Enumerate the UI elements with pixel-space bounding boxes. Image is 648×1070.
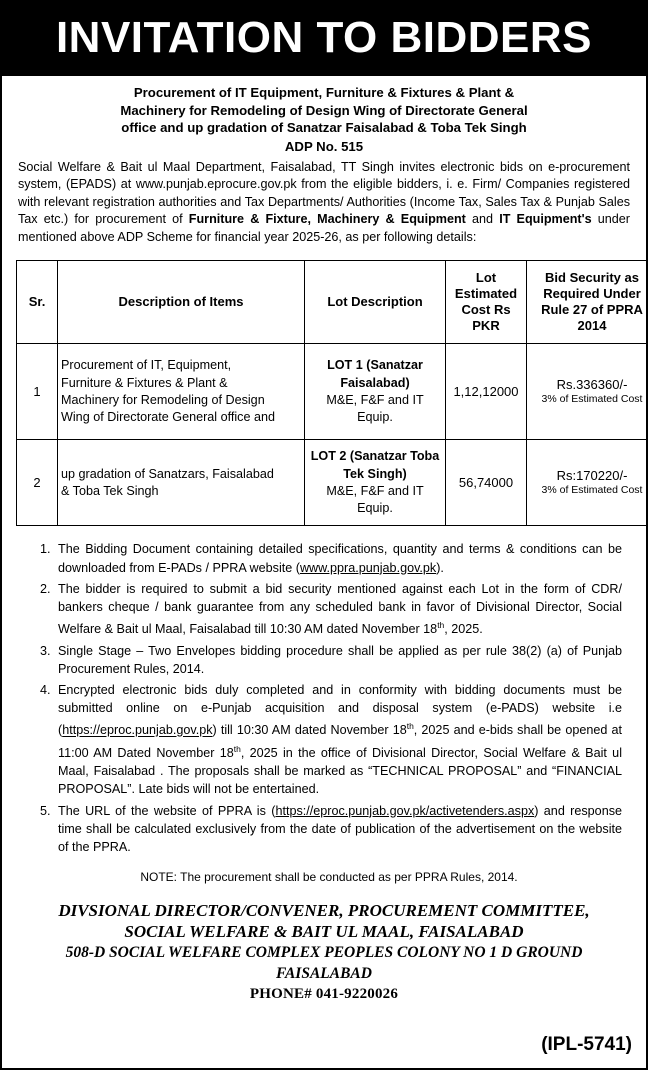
list-item — [54, 642, 622, 678]
header-cost-line-3: Cost Rs — [461, 302, 511, 318]
signature-phone: PHONE# 041-9220026 — [249, 986, 399, 1003]
header-cost-line-4: PKR — [472, 318, 500, 334]
table-row — [17, 344, 648, 440]
conditions-list — [38, 540, 622, 856]
row-1-cost: 1,12,12000 — [446, 344, 527, 440]
row-2-cost: 56,74000 — [446, 440, 527, 526]
note-5-text-b: ) and response time shall be calculated exclusively from the date of publication of the advertisement on the website of the PPRA. — [58, 803, 622, 855]
header-bid-line-2: Required Under — [543, 286, 641, 302]
header-lot-estimated-cost — [446, 261, 527, 344]
signature-line-3: 508-D SOCIAL WELFARE COMPLEX PEOPLES COLONY NO 1 D GROUND — [65, 944, 583, 962]
subheading-line-2: Machinery for Remodeling of Design Wing of Directorate General — [120, 102, 528, 118]
subheading — [34, 84, 614, 137]
list-item — [54, 540, 622, 576]
table-header-row — [17, 261, 648, 344]
signature-line-2: SOCIAL WELFARE & BAIT UL MAAL, FAISALABAD — [124, 922, 524, 942]
row-1-sr: 1 — [17, 344, 58, 440]
bid-table-head — [17, 261, 648, 344]
row-1-lot-name: LOT 1 (Sanatzar Faisalabad) — [327, 358, 423, 390]
note-4-text-d: , 2025 in the office of Divisional Director, Social Welfare & Bait ul Maal, Faisalabad . The proposals shall be marked as “TECHNICAL PROPOSAL” and “FINANCIAL PROPOSAL”. Late bids will not be entertained. — [58, 746, 622, 797]
header-cost-line-1: Lot — [475, 270, 497, 286]
note-1-text-b: ). — [436, 560, 444, 575]
row-1-bid-amount: Rs.336360/- — [556, 376, 628, 392]
note-2-text-a: The bidder is required to submit a bid security mentioned against each Lot in the form of CDR/ bankers cheque / bank guarantee from any scheduled bank in favor of Divisional Director, Social Welfare & Bait ul Maal, Faisalabad till 10:30 AM dated November 18 — [58, 581, 622, 637]
ipl-code: (IPL-5741) — [541, 1034, 632, 1055]
note-5-text-a: The URL of the website of PPRA is ( — [58, 803, 276, 818]
note-4-sup-1: th — [406, 721, 414, 732]
title-banner — [0, 0, 648, 76]
header-cost-line-2: Estimated — [454, 286, 518, 302]
row-2-lot-detail: M&E, F&F and IT Equip. — [326, 483, 424, 516]
signature-line-1: DIVSIONAL DIRECTOR/CONVENER, PROCUREMENT COMMITTEE, — [58, 901, 590, 921]
adp-number: ADP No. 515 — [284, 138, 364, 154]
page-title: INVITATION TO BIDDERS — [55, 13, 593, 62]
header-lot-description: Lot Description — [305, 261, 446, 344]
row-2-description — [58, 440, 305, 526]
row-1-description — [58, 344, 305, 440]
list-item — [54, 580, 622, 639]
desc-line-6: & Toba Tek Singh — [61, 483, 159, 498]
row-1-lot-detail: M&E, F&F and IT Equip. — [326, 392, 424, 425]
intro-text-part-1: Social Welfare & Bait ul Maal Department, Faisalabad, TT Singh invites electronic bids on e-procurement system, (EPADS) at www.punjab.eprocure.gov.pk from the eligible bidders, i. e. Firm/ Companies registered with relevant registration authorities and Tax Departments/ Authorities (Income Tax, Sales Tax & Punjab Sales Tax etc.) for procurement of — [18, 159, 630, 227]
signature-block — [16, 900, 632, 1005]
desc-line-5: up gradation of Sanatzars, Faisalabad — [61, 466, 274, 481]
note-4-text-b: ) till 10:30 AM dated November 18 — [212, 723, 407, 738]
bid-table — [16, 260, 648, 526]
table-row — [17, 440, 648, 526]
signature-line-4: FAISALABAD — [276, 965, 372, 983]
note-2-text-b: , 2025. — [444, 622, 483, 637]
intro-bold-2: IT Equipment's — [499, 212, 592, 227]
row-1-bid-percent: 3% of Estimated Cost — [541, 392, 643, 405]
intro-paragraph — [18, 159, 630, 247]
header-bid-line-3: Rule 27 of PPRA — [541, 302, 643, 318]
desc-line-4: Wing of Directorate General office and — [61, 410, 275, 425]
header-sr: Sr. — [17, 261, 58, 344]
subheading-line-3: office and up gradation of Sanatzar Faisalabad & Toba Tek Singh — [121, 120, 527, 135]
list-item — [54, 681, 622, 799]
note-4-text-a: Encrypted electronic bids duly completed and in conformity with bidding documents must be submitted online on e-Punjab acquisition and disposal system (e-PADS) website i.e ( — [58, 683, 622, 738]
desc-line-2: Furniture & Fixtures & Plant & — [61, 375, 228, 390]
intro-text-part-2: under mentioned above ADP Scheme for financial year 2025-26, as per following details: — [18, 212, 630, 244]
eproc-website-link[interactable]: https://eproc.punjab.gov.pk — [62, 723, 213, 738]
active-tenders-link[interactable]: https://eproc.punjab.gov.pk/activetenders.aspx — [275, 803, 535, 818]
desc-line-1: Procurement of IT, Equipment, — [61, 358, 232, 373]
row-2-bid-security — [527, 440, 648, 526]
desc-line-3: Machinery for Remodeling of Design — [61, 392, 265, 407]
list-item — [54, 802, 622, 857]
bid-table-body — [17, 344, 648, 526]
note-3-text: Single Stage – Two Envelopes bidding procedure shall be applied as per rule 38(2) (a) of Punjab Procurement Rules, 2014. — [58, 643, 622, 676]
ppra-rules-note: NOTE: The procurement shall be conducted as per PPRA Rules, 2014. — [140, 870, 518, 885]
row-1-bid-security — [527, 344, 648, 440]
ppra-website-link[interactable]: www.ppra.punjab.gov.pk — [299, 560, 437, 575]
note-4-sup-2: th — [233, 743, 241, 754]
header-bid-line-1: Bid Security as — [545, 270, 639, 286]
row-1-lot-description — [305, 344, 446, 440]
note-2-sup: th — [437, 620, 445, 631]
intro-mid-1: and — [465, 212, 500, 227]
row-2-bid-percent: 3% of Estimated Cost — [541, 483, 643, 496]
subheading-line-1: Procurement of IT Equipment, Furniture & Fixtures & Plant & — [133, 85, 515, 100]
header-bid-security — [527, 261, 648, 344]
content-frame — [0, 76, 648, 1070]
intro-bold-1: Furniture & Fixture, Machinery & Equipment — [188, 212, 466, 227]
header-bid-line-4: 2014 — [577, 318, 607, 334]
note-4-text-c: , 2025 and e-bids shall be opened at 11:00 AM Dated November 18 — [58, 723, 622, 761]
header-description: Description of Items — [58, 261, 305, 344]
note-1-text-a: The Bidding Document containing detailed specifications, quantity and terms & conditions can be downloaded from E-PADs / PPRA website ( — [58, 542, 622, 575]
row-2-lot-description — [305, 440, 446, 526]
row-2-sr: 2 — [17, 440, 58, 526]
row-2-lot-name: LOT 2 (Sanatzar Toba Tek Singh) — [310, 449, 440, 481]
row-2-bid-amount: Rs:170220/- — [556, 467, 628, 483]
